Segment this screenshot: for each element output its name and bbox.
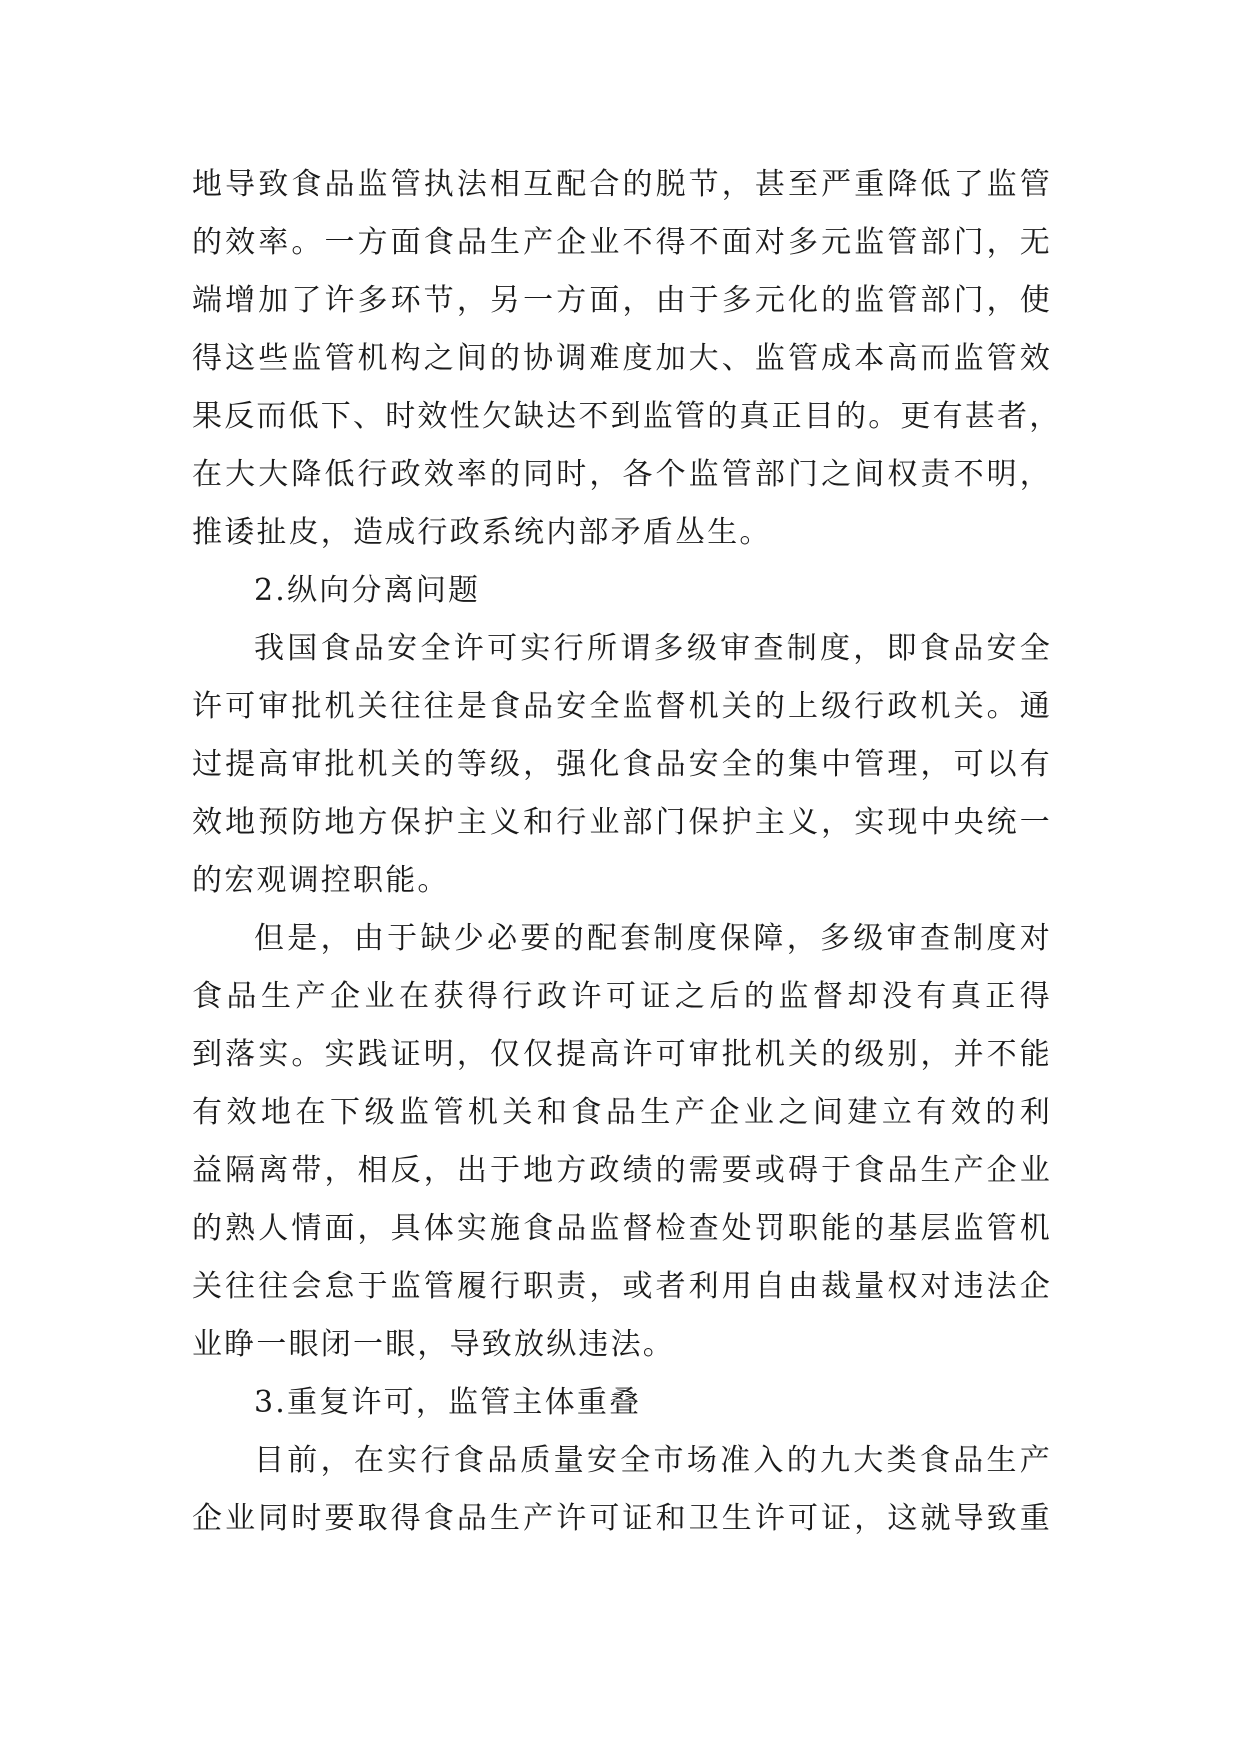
text-line: 关往往会怠于监管履行职责，或者利用自由裁量权对违法企 [192, 1269, 1052, 1304]
text-line: 地导致食品监管执法相互配合的脱节，甚至严重降低了监管 [192, 167, 1052, 202]
text-line: 过提高审批机关的等级，强化食品安全的集中管理，可以有 [192, 747, 1052, 782]
text-line: 推诿扯皮，造成行政系统内部矛盾丛生。 [192, 515, 772, 550]
text-line: 业睁一眼闭一眼，导致放纵违法。 [192, 1327, 675, 1362]
text-line: 得这些监管机构之间的协调难度加大、监管成本高而监管效 [192, 341, 1052, 376]
text-line: 企业同时要取得食品生产许可证和卫生许可证，这就导致重 [192, 1501, 1052, 1536]
text-line: 有效地在下级监管机关和食品生产企业之间建立有效的利 [192, 1095, 1052, 1130]
text-line: 效地预防地方保护主义和行业部门保护主义，实现中央统一 [192, 805, 1052, 840]
text-line: 的熟人情面，具体实施食品监督检查处罚职能的基层监管机 [192, 1211, 1052, 1246]
text-line: 的宏观调控职能。 [192, 863, 450, 898]
text-line: 在大大降低行政效率的同时，各个监管部门之间权责不明， [192, 457, 1052, 492]
body-text [192, 156, 1062, 1548]
text-line: 果反而低下、时效性欠缺达不到监管的真正目的。更有甚者， [192, 399, 1062, 434]
text-line: 的效率。一方面食品生产企业不得不面对多元监管部门，无 [192, 225, 1052, 260]
text-line: 我国食品安全许可实行所谓多级审查制度，即食品安全 [254, 631, 1052, 666]
text-line: 到落实。实践证明，仅仅提高许可审批机关的级别，并不能 [192, 1037, 1052, 1072]
text-line: 食品生产企业在获得行政许可证之后的监督却没有真正得 [192, 979, 1052, 1014]
text-line: 益隔离带，相反，出于地方政绩的需要或碍于食品生产企业 [192, 1153, 1052, 1188]
section-heading: 3.重复许可，监管主体重叠 [254, 1385, 642, 1420]
text-line: 目前，在实行食品质量安全市场准入的九大类食品生产 [254, 1443, 1052, 1478]
text-line: 但是，由于缺少必要的配套制度保障，多级审查制度对 [254, 921, 1052, 956]
section-heading: 2.纵向分离问题 [254, 573, 481, 608]
text-line: 许可审批机关往往是食品安全监督机关的上级行政机关。通 [192, 689, 1052, 724]
text-line: 端增加了许多环节，另一方面，由于多元化的监管部门，使 [192, 283, 1052, 318]
